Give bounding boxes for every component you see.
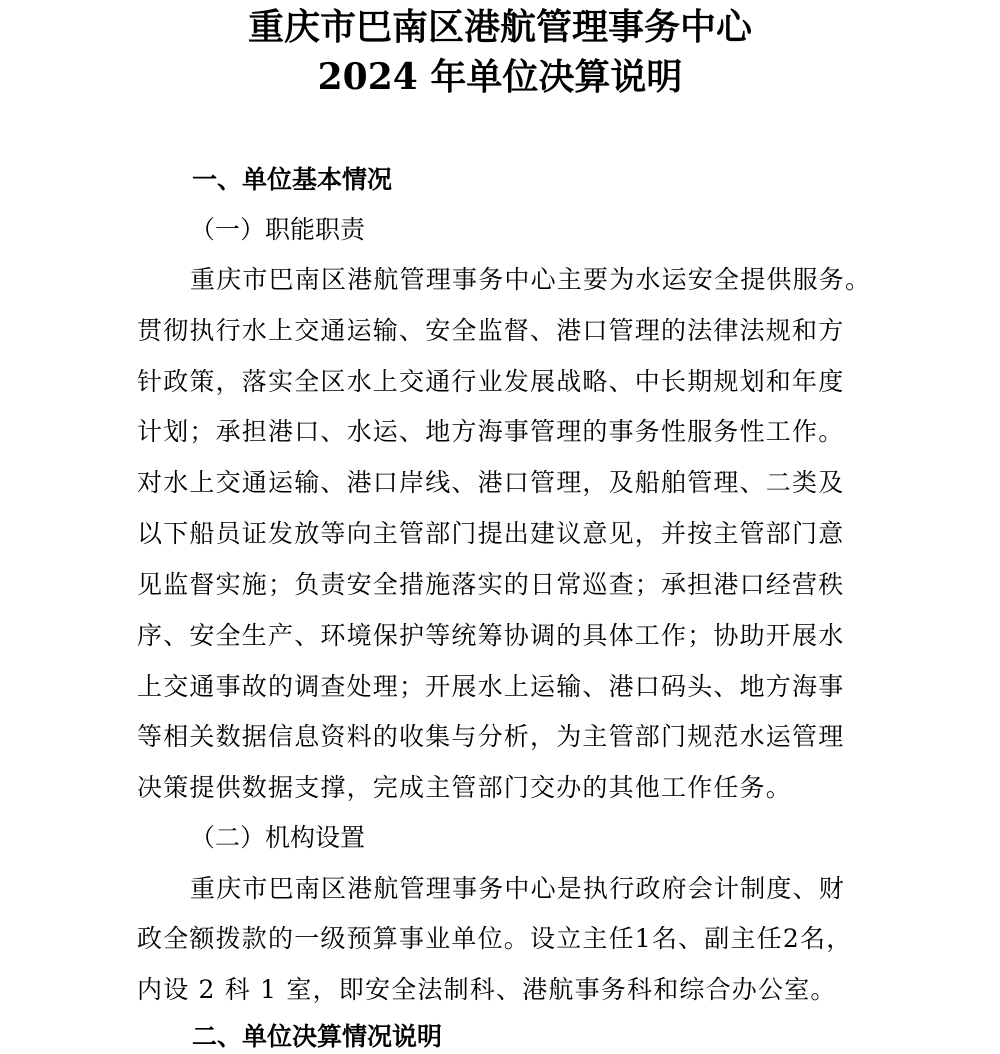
document-title-line1: 重庆市巴南区港航管理事务中心 xyxy=(247,6,752,48)
document-title-line2: 2024 年单位决算说明 xyxy=(317,56,683,98)
paragraph-line: 重庆市巴南区港航管理事务中心主要为水运安全提供服务。 xyxy=(190,265,872,294)
section2-heading: 二、单位决算情况说明 xyxy=(192,1022,443,1051)
paragraph-line: 针政策，落实全区水上交通行业发展战略、中长期规划和年度 xyxy=(137,367,845,396)
paragraph-line: 见监督实施；负责安全措施落实的日常巡查；承担港口经营秩 xyxy=(137,570,845,599)
paragraph-line: 贯彻执行水上交通运输、安全监督、港口管理的法律法规和方 xyxy=(137,316,845,345)
sub2-heading: （二）机构设置 xyxy=(190,823,366,852)
paragraph-line: 序、安全生产、环境保护等统筹协调的具体工作；协助开展水 xyxy=(137,621,845,650)
paragraph-line: 决策提供数据支撑，完成主管部门交办的其他工作任务。 xyxy=(137,773,793,802)
paragraph-line: 重庆市巴南区港航管理事务中心是执行政府会计制度、财 xyxy=(190,874,846,903)
paragraph-line: 上交通事故的调查处理；开展水上运输、港口码头、地方海事 xyxy=(137,672,845,701)
paragraph-line: 政全额拨款的一级预算事业单位。设立主任1名、副主任2名， xyxy=(137,924,853,953)
section1-heading: 一、单位基本情况 xyxy=(192,165,393,194)
paragraph-line: 等相关数据信息资料的收集与分析，为主管部门规范水运管理 xyxy=(137,722,845,751)
paragraph-line: 以下船员证发放等向主管部门提出建议意见，并按主管部门意 xyxy=(137,519,845,548)
paragraph-line: 对水上交通运输、港口岸线、港口管理，及船舶管理、二类及 xyxy=(137,468,845,497)
paragraph-line: 内设 2 科 1 室，即安全法制科、港航事务科和综合办公室。 xyxy=(137,975,837,1004)
sub1-heading: （一）职能职责 xyxy=(190,215,366,244)
paragraph-line: 计划；承担港口、水运、地方海事管理的事务性服务性工作。 xyxy=(137,417,845,446)
